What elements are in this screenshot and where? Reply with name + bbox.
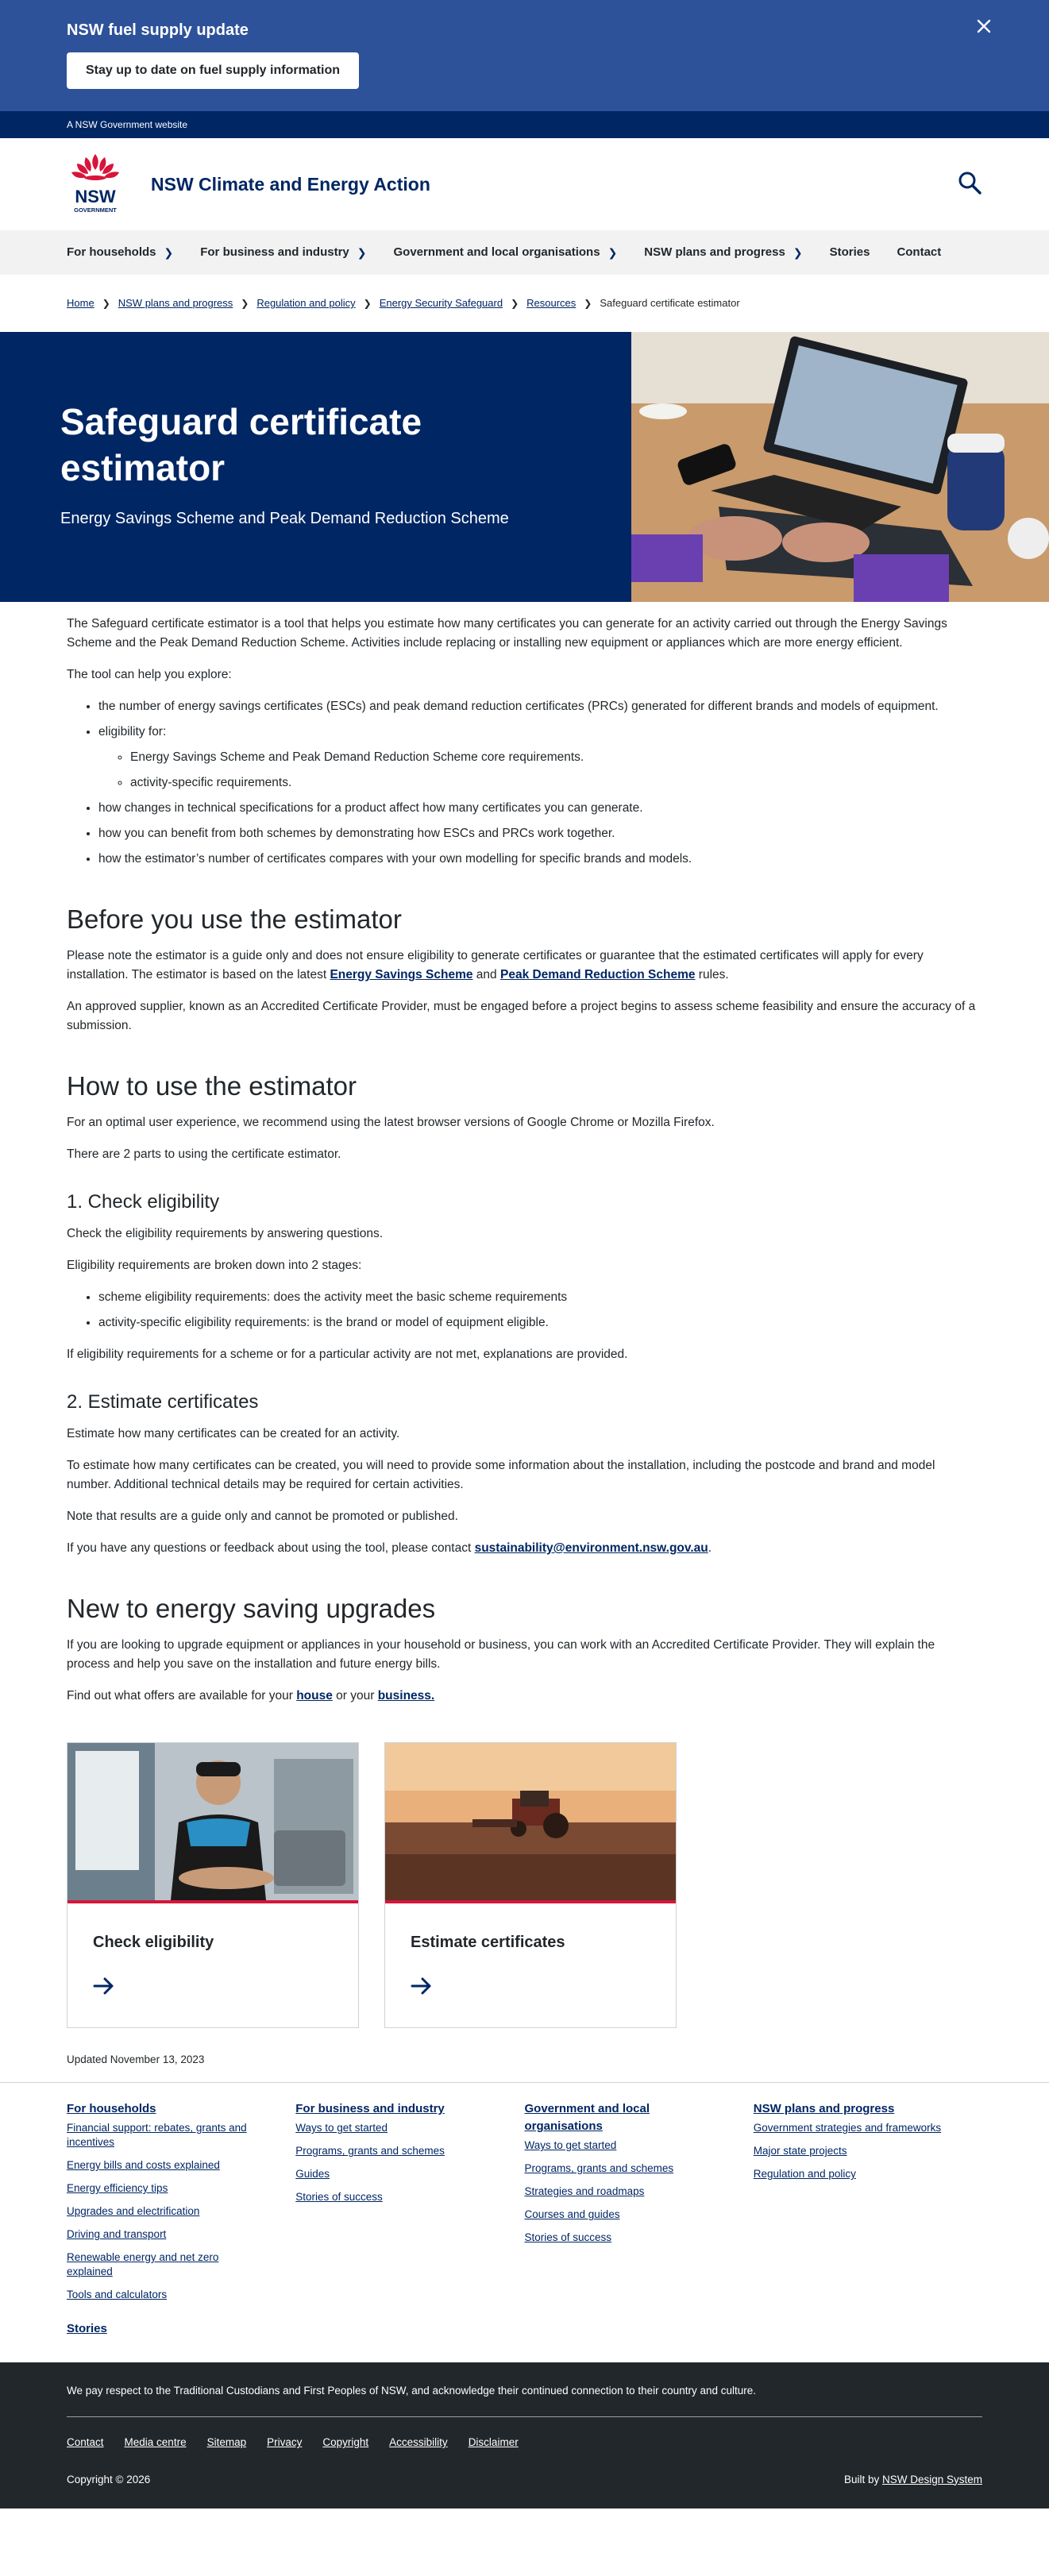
list-item: • how you can benefit from both schemes by demonstrating how ESCs and PRCs work together. — [98, 824, 982, 843]
site-name[interactable]: NSW Climate and Energy Action — [151, 173, 430, 195]
chevron-right-icon: ❯ — [357, 245, 367, 259]
legal-link-privacy[interactable]: Privacy — [267, 2436, 303, 2449]
footer-link[interactable]: Government strategies and frameworks — [753, 2122, 942, 2134]
dark-footer — [0, 2362, 1049, 2509]
footer-link[interactable]: Energy efficiency tips — [67, 2182, 168, 2195]
before-paragraph-2: An approved supplier, known as an Accredited Certificate Provider, must be engaged before a project begins to assess scheme feasibility and ensure the accuracy of a submission. — [67, 1000, 976, 1032]
footer-link[interactable]: Programs, grants and schemes — [524, 2162, 674, 2175]
before-paragraph: Please note the estimator is a guide only and does not ensure eligibility to generate certificates or guarantee that the estimated certificates will apply for every installation. The estimator is based on the latest Energy Savings Scheme and Peak Demand Reduction Scheme rules. — [67, 949, 924, 981]
list-item: • how changes in technical specifications for a product affect how many certificates you can generate. — [98, 799, 982, 818]
chevron-right-icon: ❯ — [102, 298, 110, 309]
intro-lead: The tool can help you explore: — [67, 668, 232, 681]
chevron-right-icon: ❯ — [511, 298, 519, 309]
acknowledgement: We pay respect to the Traditional Custodians and First Peoples of NSW, and acknowledge their continued connection to their country and culture. — [67, 2383, 982, 2417]
footer-link[interactable]: Energy bills and costs explained — [67, 2159, 220, 2172]
footer-link[interactable]: Driving and transport — [67, 2228, 167, 2241]
chevron-right-icon: ❯ — [241, 298, 249, 309]
footer-link[interactable]: Financial support: rebates, grants and incentives — [67, 2122, 247, 2149]
offers-paragraph: Find out what offers are available for your house or your business. — [67, 1689, 435, 1703]
business-link[interactable]: business. — [377, 1689, 435, 1703]
footer-link[interactable]: Major state projects — [753, 2145, 847, 2158]
card-list — [67, 1742, 982, 2028]
how-paragraph-2: There are 2 parts to using the certificate estimator. — [67, 1147, 341, 1161]
list-item: ◦ activity-specific requirements. — [130, 773, 982, 792]
email-link[interactable]: sustainability@environment.nsw.gov.au — [474, 1541, 708, 1555]
eligibility-sublist — [130, 748, 982, 792]
alert-banner — [0, 0, 1049, 111]
footer-col-business — [295, 2100, 524, 2311]
page-title: Safeguard certificate estimator — [60, 401, 422, 488]
built-by: Built by NSW Design System — [843, 2473, 982, 2485]
chevron-right-icon: ❯ — [164, 245, 174, 259]
card-image-worker — [67, 1743, 358, 1903]
footer-col-government — [525, 2100, 754, 2311]
updated-date: Updated November 13, 2023 — [67, 2053, 205, 2065]
list-item: • scheme eligibility requirements: does the activity meet the basic scheme requirements — [98, 1288, 982, 1307]
card-body — [67, 1903, 358, 2026]
hero-banner — [0, 332, 1049, 602]
list-item: • how the estimator’s number of certificates compares with your own modelling for specific brands and models. — [98, 850, 982, 869]
legal-link-disclaimer[interactable]: Disclaimer — [468, 2436, 519, 2449]
nav-item-business[interactable]: For business and industry ❯ — [200, 244, 366, 262]
nav-item-households[interactable]: For households ❯ — [67, 244, 173, 262]
copyright: Copyright © 2026 — [67, 2473, 151, 2485]
card-title: Check eligibility — [93, 1934, 214, 1951]
pdrs-link[interactable]: Peak Demand Reduction Scheme — [499, 968, 696, 981]
card-check-eligibility[interactable] — [67, 1742, 359, 2028]
arrow-right-icon[interactable] — [411, 1976, 650, 1999]
footer-col-households — [67, 2100, 295, 2311]
footer-heading[interactable]: For households — [67, 2102, 156, 2116]
fuel-supply-button[interactable]: Stay up to date on fuel supply information — [67, 52, 359, 89]
footer-link[interactable]: Stories of success — [524, 2231, 612, 2244]
how-heading: How to use the estimator — [67, 1071, 357, 1101]
chevron-right-icon: ❯ — [363, 298, 372, 309]
footer-link[interactable]: Courses and guides — [524, 2208, 620, 2221]
breadcrumb-regulation[interactable]: Regulation and policy — [256, 297, 356, 310]
footer-link[interactable]: Guides — [295, 2168, 330, 2181]
nav-item-government[interactable]: Government and local organisations ❯ — [394, 244, 618, 262]
footer-link[interactable]: Upgrades and electrification — [67, 2205, 200, 2218]
ess-link[interactable]: Energy Savings Scheme — [330, 968, 473, 981]
list-item: • the number of energy savings certificates (ESCs) and peak demand reduction certificates (PRCs) generated for different brands and models of equipment. — [98, 697, 982, 716]
footer-link[interactable]: Ways to get started — [524, 2139, 617, 2152]
main-nav — [0, 230, 1049, 275]
card-estimate-certificates[interactable] — [384, 1742, 677, 2028]
estimate-paragraph: Estimate how many certificates can be created for an activity. — [67, 1427, 400, 1440]
main-content — [0, 615, 1049, 2028]
card-title: Estimate certificates — [411, 1934, 565, 1951]
breadcrumb-resources[interactable]: Resources — [526, 297, 577, 310]
footer-link[interactable]: Tools and calculators — [67, 2289, 168, 2301]
hero-laptop-image — [631, 332, 1049, 602]
how-paragraph: For an optimal user experience, we recommend using the latest browser versions of Google Chrome or Mozilla Firefox. — [67, 1116, 715, 1129]
estimate-heading: 2. Estimate certificates — [67, 1391, 259, 1413]
nsw-logo[interactable] — [67, 152, 124, 216]
legal-link-copyright[interactable]: Copyright — [322, 2436, 369, 2449]
legal-link-media[interactable]: Media centre — [124, 2436, 187, 2449]
new-paragraph: If you are looking to upgrade equipment or appliances in your household or business, you can work with an Accredited Certificate Provider. They will explain the process and help you save on the installation and future energy bills. — [67, 1638, 935, 1671]
footer-link[interactable]: Programs, grants and schemes — [295, 2145, 445, 2158]
estimate-paragraph-3: Note that results are a guide only and cannot be promoted or published. — [67, 1510, 458, 1523]
footer-link[interactable]: Strategies and roadmaps — [524, 2185, 645, 2198]
check-eligibility-heading: 1. Check eligibility — [67, 1191, 220, 1213]
breadcrumb-home[interactable]: Home — [67, 297, 94, 310]
footer-link[interactable]: Stories of success — [295, 2191, 383, 2204]
check-paragraph: Check the eligibility requirements by answering questions. — [67, 1227, 384, 1240]
hero-text — [0, 332, 631, 602]
breadcrumb — [0, 275, 1049, 332]
legal-link-contact[interactable]: Contact — [67, 2436, 104, 2449]
svg-text:NSW: NSW — [75, 187, 116, 206]
footer-columns — [67, 2100, 982, 2311]
new-heading: New to energy saving upgrades — [67, 1594, 436, 1623]
before-heading: Before you use the estimator — [67, 904, 402, 934]
chevron-right-icon: ❯ — [607, 245, 618, 259]
nav-item-plans[interactable]: NSW plans and progress ❯ — [644, 244, 802, 262]
list-item: • eligibility for: ◦ Energy Savings Scheme and Peak Demand Reduction Scheme core requirements. ◦ activity-specific requirements. — [98, 723, 982, 792]
breadcrumb-current: Safeguard certificate estimator — [600, 297, 740, 310]
page-subtitle: Energy Savings Scheme and Peak Demand Reduction Scheme — [60, 510, 509, 527]
site-header — [0, 138, 1049, 230]
breadcrumb-safeguard[interactable]: Energy Security Safeguard — [379, 297, 503, 310]
legal-links — [67, 2435, 982, 2451]
footer-heading[interactable]: Government and local organisations — [524, 2102, 650, 2134]
legal-link-sitemap[interactable]: Sitemap — [206, 2436, 247, 2449]
arrow-right-icon[interactable] — [93, 1976, 333, 1999]
footer-link[interactable]: Renewable energy and net zero explained — [67, 2251, 219, 2278]
nav-item-stories[interactable]: Stories — [829, 245, 870, 259]
footer-heading[interactable]: For business and industry — [295, 2102, 445, 2116]
masthead: A NSW Government website — [0, 111, 1049, 138]
check-paragraph-2: Eligibility requirements are broken down into 2 stages: — [67, 1259, 362, 1272]
explore-list — [98, 697, 982, 869]
chevron-right-icon: ❯ — [793, 245, 803, 259]
copyright-row — [67, 2472, 982, 2488]
footer-stories-link[interactable]: Stories — [67, 2322, 107, 2336]
list-item: • activity-specific eligibility requirements: is the brand or model of equipment eligible. — [98, 1313, 982, 1332]
house-link[interactable]: house — [296, 1689, 333, 1703]
footer-heading[interactable]: NSW plans and progress — [753, 2102, 895, 2116]
stages-list — [98, 1288, 982, 1332]
estimate-paragraph-2: To estimate how many certificates can be created, you will need to provide some information about the installation, including the postcode and brand and model number. Additional technical details may be required for certain activities. — [67, 1459, 935, 1491]
breadcrumb-plans[interactable]: NSW plans and progress — [118, 297, 233, 310]
design-system-link[interactable]: NSW Design System — [881, 2473, 982, 2485]
contact-paragraph: If you have any questions or feedback about using the tool, please contact sustainability@environment.nsw.gov.au. — [67, 1541, 712, 1555]
list-item: ◦ Energy Savings Scheme and Peak Demand Reduction Scheme core requirements. — [130, 748, 982, 767]
footer-col-plans — [754, 2100, 982, 2311]
footer-link[interactable]: Ways to get started — [295, 2122, 388, 2134]
chevron-right-icon: ❯ — [584, 298, 592, 309]
card-body — [385, 1903, 676, 2026]
search-icon[interactable] — [957, 170, 985, 199]
nav-item-contact[interactable]: Contact — [897, 245, 942, 259]
alert-title: NSW fuel supply update — [67, 21, 249, 39]
footer-links — [0, 2082, 1049, 2362]
close-icon[interactable] — [973, 17, 995, 40]
svg-text:GOVERNMENT: GOVERNMENT — [74, 206, 117, 214]
card-image-tractor — [385, 1743, 676, 1903]
intro-paragraph: The Safeguard certificate estimator is a tool that helps you estimate how many certificates you can generate for an activity carried out through the Energy Savings Scheme and the Peak Demand Reduction Scheme. Activities include replacing or installing new equipment or appliances which are more energy efficient. — [67, 617, 947, 650]
check-paragraph-3: If eligibility requirements for a scheme or for a particular activity are not met, explanations are provided. — [67, 1348, 628, 1361]
footer-link[interactable]: Regulation and policy — [753, 2168, 856, 2181]
legal-link-accessibility[interactable]: Accessibility — [389, 2436, 448, 2449]
